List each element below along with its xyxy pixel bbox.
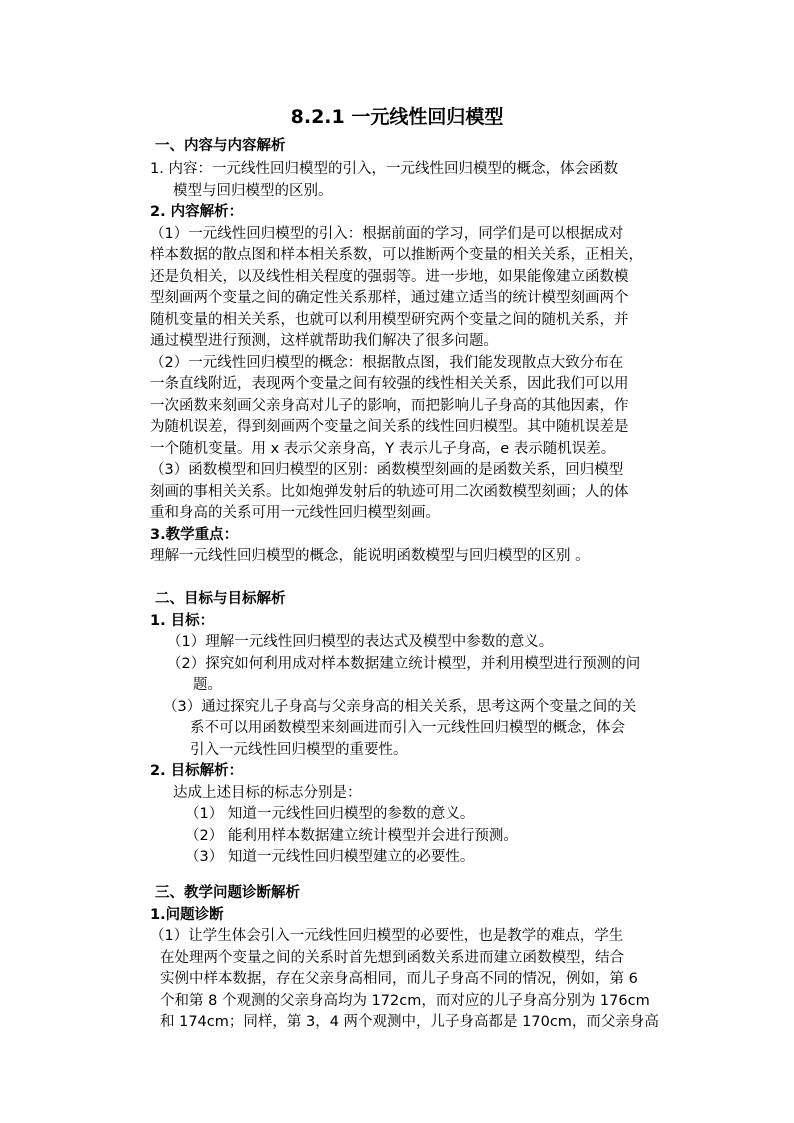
text-line: 理解一元线性回归模型的概念，能说明函数模型与回归模型的区别 。: [150, 548, 590, 564]
text-line: 1. 内容：一元线性回归模型的引入，一元线性回归模型的概念，体会函数: [150, 161, 618, 177]
text-line: （3）函数模型和回归模型的区别：函数模型刻画的是函数关系，回归模型: [150, 462, 624, 478]
text-line: 重和身高的关系可用一元线性回归模型刻画。: [150, 505, 440, 521]
text-line: 在处理两个变量之间的关系时首先想到函数关系进而建立函数模型，结合: [160, 950, 624, 966]
text-line: 模型与回归模型的区别。: [173, 183, 333, 199]
text-line: 引入一元线性回归模型的重要性。: [190, 742, 408, 758]
text-line: （1）理解一元线性回归模型的表达式及模型中参数的意义。: [167, 634, 554, 650]
section-heading: 三、教学问题诊断解析: [155, 885, 300, 901]
subsection-heading: 2. 内容解析：: [150, 204, 244, 220]
text-line: （2）一元线性回归模型的概念：根据散点图，我们能发现散点大致分布在: [150, 355, 624, 371]
page-title: 8.2.1 一元线性回归模型: [290, 106, 504, 128]
text-line: 为随机误差，得到刻画两个变量之间关系的线性回归模型。其中随机误差是: [150, 419, 629, 435]
text-line: 型刻画两个变量之间的确定性关系那样，通过建立适当的统计模型刻画两个: [150, 290, 629, 306]
text-line: 和 174cm；同样，第 3，4 两个观测中，儿子身高都是 170cm，而父亲身高: [160, 1014, 659, 1030]
subsection-heading: 1. 目标：: [150, 613, 215, 629]
text-line: （1） 知道一元线性回归模型的参数的意义。: [185, 806, 475, 822]
text-line: （2）探究如何利用成对样本数据建立统计模型，并利用模型进行预测的问: [167, 656, 641, 672]
section-heading: 一、内容与内容解析: [155, 138, 286, 154]
section-heading: 二、目标与目标解析: [155, 591, 286, 607]
text-line: 个和第 8 个观测的父亲身高均为 172cm，而对应的儿子身高分别为 176cm: [160, 993, 650, 1009]
text-line: 一条直线附近，表现两个变量之间有较强的线性相关关系，因此我们可以用: [150, 376, 629, 392]
text-line: 一次函数来刻画父亲身高对儿子的影响，而把影响儿子身高的其他因素，作: [150, 398, 629, 414]
subsection-heading: 3.教学重点：: [150, 527, 239, 543]
text-line: 达成上述目标的标志分别是：: [173, 785, 362, 801]
text-line: 题。: [193, 677, 222, 693]
text-line: 还是负相关，以及线性相关程度的强弱等。进一步地，如果能像建立函数模: [150, 269, 629, 285]
text-line: 一个随机变量。用 x 表示父亲身高，Y 表示儿子身高，e 表示随机误差。: [150, 441, 616, 457]
text-line: 样本数据的散点图和样本相关系数，可以推断两个变量的相关关系，正相关，: [150, 247, 643, 263]
text-line: 随机变量的相关关系，也就可以利用模型研究两个变量之间的随机关系，并: [150, 312, 629, 328]
subsection-heading: 2. 目标解析：: [150, 763, 244, 779]
text-line: 通过模型进行预测，这样就帮助我们解决了很多问题。: [150, 333, 498, 349]
text-line: （1）一元线性回归模型的引入：根据前面的学习，同学们是可以根据成对: [150, 226, 624, 242]
subsection-heading: 1.问题诊断: [150, 907, 224, 923]
text-line: （3）通过探究儿子身高与父亲身高的相关关系，思考这两个变量之间的关: [163, 699, 637, 715]
text-line: （3） 知道一元线性回归模型建立的必要性。: [185, 849, 475, 865]
text-line: 刻画的事相关关系。比如炮弹发射后的轨迹可用二次函数模型刻画；人的体: [150, 484, 629, 500]
text-line: 系不可以用函数模型来刻画进而引入一元线性回归模型的概念，体会: [190, 720, 625, 736]
text-line: （2） 能利用样本数据建立统计模型并会进行预测。: [185, 828, 518, 844]
text-line: （1）让学生体会引入一元线性回归模型的必要性，也是教学的难点，学生: [150, 928, 624, 944]
text-line: 实例中样本数据，存在父亲身高相同，而儿子身高不同的情况，例如，第 6: [160, 971, 638, 987]
